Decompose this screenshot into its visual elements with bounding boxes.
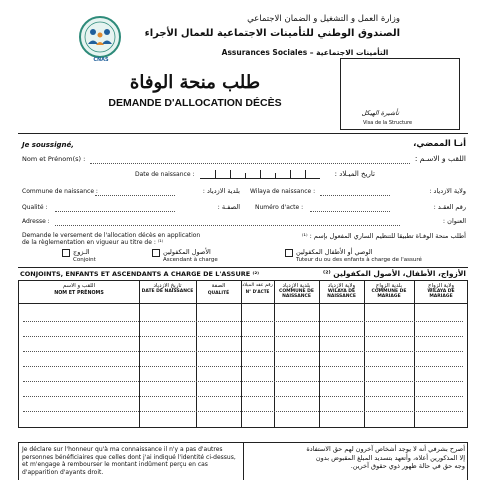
form-title-ar: طلب منحة الوفاة [129,72,261,93]
ascendant-label-ar: الأصول المكفولين [163,248,211,256]
stamp-label-ar: تأشيرة الهيكل [361,109,399,117]
qualite-field[interactable] [55,211,175,212]
beneficiaries-table [18,280,468,428]
declaration-ar: أصرح بشرفي أنه لا يوجد أشخاص آخرون لهم حق الاستفادة إلا المذكورين أعلاه، وأتعهد بتسديد المبلغ المقبوض بدون وجه حق في حالة ظهور ذوي حقوق آخرين. [306,445,465,470]
header-divider [19,303,467,304]
commune-naissance-field[interactable] [95,195,175,196]
adresse-label: Adresse : [22,218,50,225]
table-row[interactable] [23,411,463,412]
sifa-label-ar: الصفـة : [217,203,240,211]
tuteur-label-fr: Tuteur du ou des enfants à charge de l'assuré [296,257,422,263]
conjoint-label-ar: الـزوج [73,248,90,256]
table-row[interactable] [23,321,463,322]
stamp-box [340,58,460,130]
table-title-ar: الأزواج، الأطفال، الأصول المكفولين ⁽²⁾ [323,269,466,278]
nom-prenom-label: Nom et Prénom(s) : [22,155,86,163]
request-text-ar: أطلب منحة الوفـاة تطبيقا للتنظيم الساري المفعول بإسم : ⁽¹⁾ [301,232,466,240]
fund-name: الصندوق الوطني للتأمينات الاجتماعية للعمال الأجراء [144,28,400,39]
numero-acte-label-ar: رقم العقـد : [433,203,466,211]
col-header-acte: رقم عقد الميلاد N° D'ACTE [242,283,273,294]
stamp-label-fr: Visa de la Structure [363,120,413,126]
option-conjoint[interactable] [62,248,112,266]
col-header-commune-naissance: بلدية الازدياد COMMUNE DE NAISSANCE [279,283,314,299]
je-soussigne: Je soussigné, [22,141,74,149]
conjoint-label-fr: Conjoint [73,257,96,263]
col-header-wilaya-naissance: ولاية الازدياد WILAYA DE NAISSANCE [327,283,356,299]
numero-acte-field[interactable] [310,211,390,212]
ana-label: أنـا الممضي، [413,139,466,149]
col-header-nom: اللقب و الاسم NOM ET PRÉNOMS [54,283,104,296]
numero-acte-label: Numéro d'acte : [255,204,304,211]
baladia-label-ar: بلدية الازدياد : [202,187,240,195]
date-naissance-field[interactable] [200,170,320,179]
col-divider [319,281,320,427]
ascendant-checkbox[interactable] [152,249,160,257]
ascendant-label-fr: Ascendant à charge [163,257,218,263]
nom-prenom-label-ar: اللقب و الاسـم : [414,154,466,163]
nom-prenom-field[interactable] [90,163,410,164]
form-title-fr: DEMANDE D'ALLOCATION DÉCÈS [108,97,282,109]
col-header-date: تاريخ الازدياد DATE DE NAISSANCE [141,283,194,294]
col-header-wilaya-mariage: ولاية الزواج WILAYA DE MARIAGE [427,283,455,299]
date-naissance-label: Date de naissance : [135,171,195,178]
adresse-field[interactable] [55,225,400,226]
tuteur-label-ar: الوصي أو الأطفال المكفولين [296,248,373,256]
ministry-name: وزارة العمل و التشغيل و الضمان الاجتماعي [247,14,400,24]
col-divider [196,281,197,427]
col-divider [139,281,140,427]
conjoint-checkbox[interactable] [62,249,70,257]
fund-subtitle: Assurances Sociales – التأمينات الاجتماعية [221,48,389,57]
col-header-qualite: الصفة QUALITÉ [207,283,230,296]
declaration-divider [243,442,244,480]
logo [75,15,125,65]
qualite-label: Qualité : [22,204,48,211]
wilaya-label-ar: ولاية الازدياد : [429,187,466,195]
col-divider [274,281,275,427]
table-row[interactable] [23,396,463,397]
table-title-fr: CONJOINTS, ENFANTS ET ASCENDANTS A CHARGE DE L'ASSURE ⁽²⁾ [20,270,260,278]
table-top-rule [18,267,468,268]
declaration-fr: Je déclare sur l'honneur qu'à ma connaissance il n'y a pas d'autres personnes bénéficiaires que celles dont j'ai indiqué l'identité ci-dessus, et m'engage à rembourser le montant indûment perçu en cas d'apparition d'ayants droit. [22,446,236,476]
table-row[interactable] [23,351,463,352]
option-ascendant[interactable] [152,248,242,266]
table-row[interactable] [23,336,463,337]
table-row[interactable] [23,366,463,367]
col-divider [241,281,242,427]
col-header-commune-mariage: بلدية الزواج COMMUNE DE MARIAGE [371,283,407,299]
section-divider [18,133,468,134]
request-text-fr-2: de la règlementation en vigueur au titre de : ⁽¹⁾ [22,239,164,246]
wilaya-naissance-label: Wilaya de naissance : [250,188,316,195]
logo-text: CNAS [93,57,109,63]
adresse-label-ar: العنوان : [442,217,466,225]
date-naissance-label-ar: تاريخ الميـلاد : [334,170,375,178]
table-row[interactable] [23,381,463,382]
wilaya-naissance-field[interactable] [320,195,390,196]
option-tuteur[interactable] [285,248,470,266]
tuteur-checkbox[interactable] [285,249,293,257]
col-divider [414,281,415,427]
col-divider [364,281,365,427]
request-text-fr-1: Demande le versement de l'allocation décès en application [22,232,201,239]
commune-naissance-label: Commune de naissance : [22,188,98,195]
